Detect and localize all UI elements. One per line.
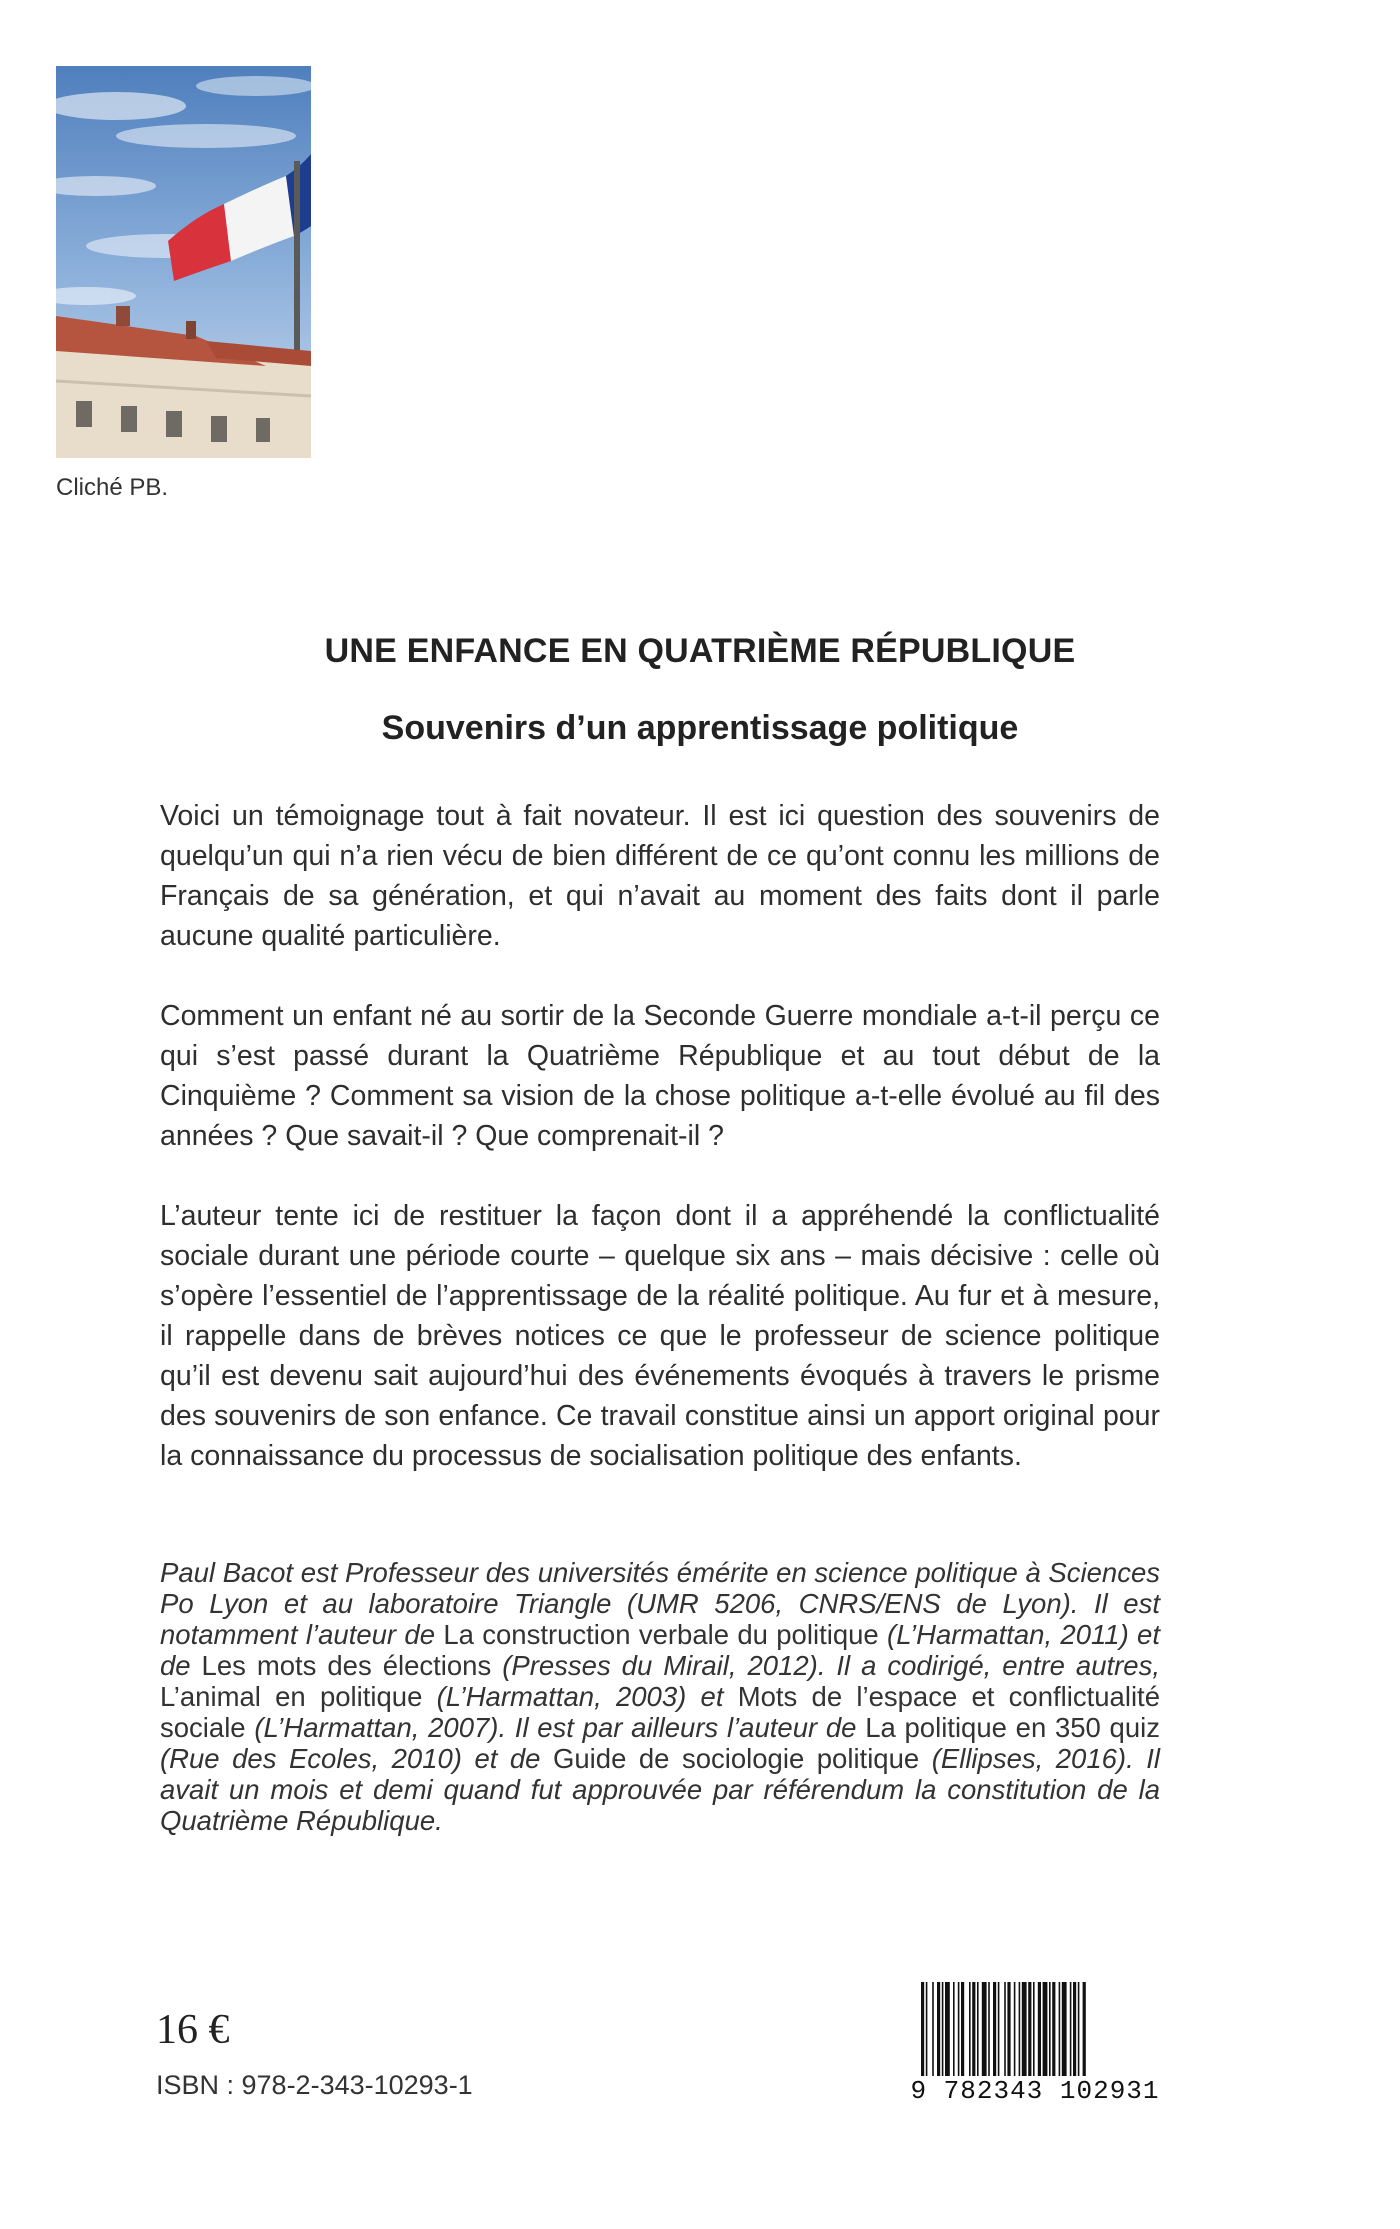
book-title: UNE ENFANCE EN QUATRIÈME RÉPUBLIQUE bbox=[324, 632, 1076, 670]
blurb-paragraph: Voici un témoignage tout à fait novateur. Il est ici question des souvenirs de quelqu’un qui n’a rien vécu de bien différent de ce qu’ont connu les millions de Français de sa génération, et qui n’avait au moment des faits dont il parle aucune qualité particulière. bbox=[160, 800, 1160, 952]
cover-photo bbox=[56, 66, 311, 458]
bio-segment: (L’Harmattan, 2011) et de bbox=[160, 1619, 1160, 1681]
bio-segment: (Presses du Mirail, 2012). Il a codirigé, entre autres, bbox=[491, 1650, 1160, 1681]
bio-book-title: Guide de sociologie politique bbox=[552, 1743, 920, 1774]
bio-segment: (Ellipses, 2016). Il avait un mois et demi quand fut approuvée par référendum la constitution de la Quatrième République. bbox=[160, 1743, 1160, 1836]
bio-book-title: La construction verbale du politique bbox=[443, 1619, 879, 1650]
blurb-paragraph: Comment un enfant né au sortir de la Seconde Guerre mondiale a-t-il perçu ce qui s’est passé durant la Quatrième République et au tout début de la Cinquième ? Comment sa vision de la chose politique a-t-elle évolué au fil des années ? Que savait-il ? Que comprenait-il ? bbox=[160, 1000, 1160, 1152]
bio-book-title: L’animal en politique bbox=[160, 1681, 423, 1712]
flag-photo-illustration bbox=[56, 66, 311, 458]
bio-segment: (L’Harmattan, 2003) et bbox=[422, 1681, 738, 1712]
photo-caption: Cliché PB. bbox=[56, 474, 169, 501]
bio-book-title: La politique en 350 quiz bbox=[865, 1712, 1160, 1743]
blurb-paragraph: L’auteur tente ici de restituer la façon dont il a appréhendé la conflictualité sociale durant une période courte – quelque six ans – mais décisive : celle où s’opère l’essentiel de l’apprentissage de la réalité politique. Au fur et à mesure, il rappelle dans de brèves notices ce que le professeur de science politique qu’il est devenu sait aujourd’hui des événements évoqués à travers le prisme des souvenirs de son enfance. Ce travail constitue ainsi un apport original pour la connaissance du processus de socialisation politique des enfants. bbox=[160, 1200, 1160, 1472]
author-bio bbox=[160, 1557, 1160, 1836]
bio-segment: Paul Bacot est Professeur des universités émérite en science politique à Sciences Po Lyon et au laboratoire Triangle (UMR 5206, CNRS/ENS de Lyon). Il est notamment l’auteur de bbox=[160, 1557, 1160, 1650]
bio-book-title: Les mots des élections bbox=[201, 1650, 492, 1681]
barcode-digits: 9 782343 102931 bbox=[905, 2076, 1165, 2106]
price: 16 € bbox=[156, 2007, 230, 2053]
book-subtitle: Souvenirs d’un apprentissage politique bbox=[381, 709, 1019, 747]
isbn: ISBN : 978-2-343-10293-1 bbox=[156, 2070, 473, 2100]
bio-segment: (Rue des Ecoles, 2010) et de bbox=[160, 1743, 553, 1774]
bio-book-title: Mots de l’espace et conflictualité sociale bbox=[160, 1681, 1160, 1743]
bio-segment: (L’Harmattan, 2007). Il est par ailleurs l’auteur de bbox=[245, 1712, 866, 1743]
